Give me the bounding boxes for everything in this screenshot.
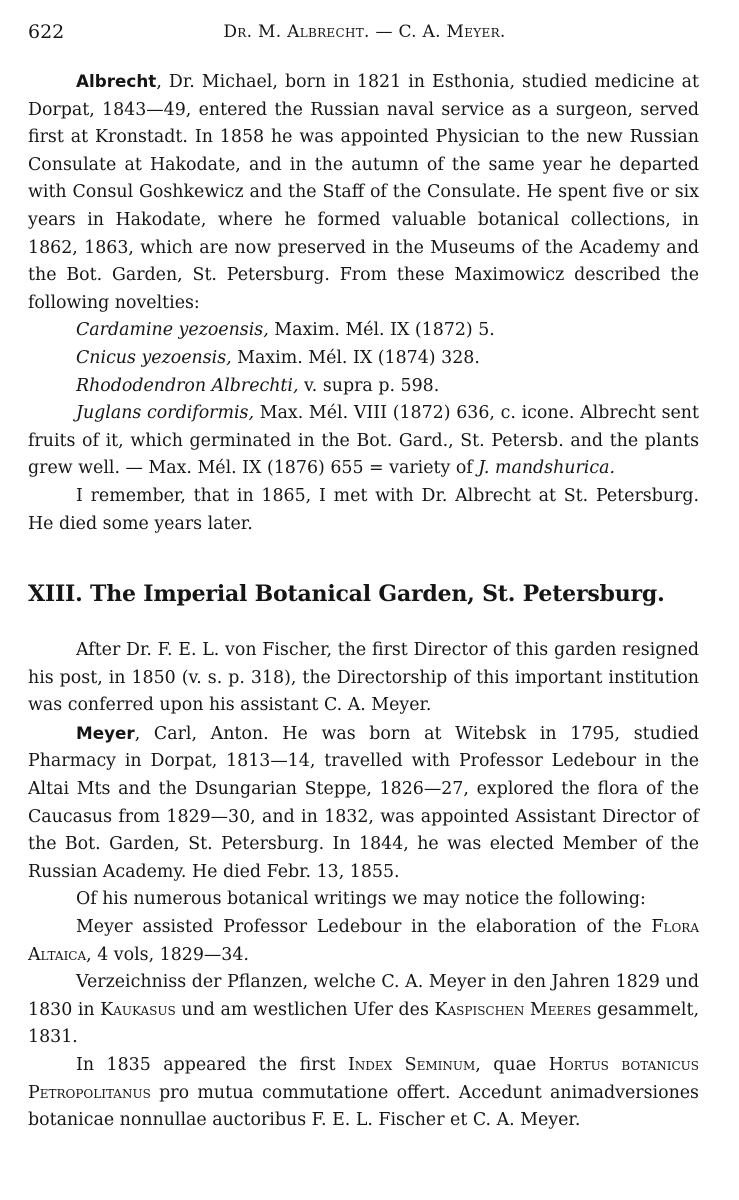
writings-intro: Of his numerous botanical writings we may notice the following: bbox=[76, 889, 646, 910]
section-title: XIII. The Imperial Botanical Garden, St. Petersburg. bbox=[28, 581, 665, 608]
section-intro: After Dr. F. E. L. von Fischer, the first Director of this garden resigned his post, in 1850 (v. s. p. 318), the Directorship of this important institution was conferred upon his assistant C. A. Meyer. bbox=[28, 640, 699, 716]
meyer-paragraph bbox=[28, 720, 699, 887]
writing-text: gesammelt, 1831. bbox=[28, 999, 699, 1048]
writing-verzeichniss bbox=[28, 969, 699, 1052]
page-number: 622 bbox=[28, 21, 65, 43]
juglans-taxon: Juglans cordiformis, bbox=[76, 403, 255, 424]
novelty-item bbox=[28, 373, 699, 401]
flora-altaica-title: Flora Altaica bbox=[28, 917, 699, 965]
writing-flora-altaica bbox=[28, 914, 699, 969]
writing-text: In 1835 appeared the first bbox=[76, 1055, 348, 1075]
meyer-bio: , Carl, Anton. He was born at Witebsk in 1795, studied Pharmacy in Dorpat, 1813—14, travelled with Professor Ledebour in the Altai Mts and the Dsungarian Steppe, 1826—27, explored the flora of the Caucasus from 1829—30, and in 1832, was appointed Assistant Director of the Bot. Garden, St. Petersburg. In 1844, he was elected Member of the Russian Academy. He died Febr. 13, 1855. bbox=[28, 723, 699, 882]
writing-text: und am westlichen Ufer des bbox=[175, 999, 435, 1020]
writing-text: Meyer assisted Professor Ledebour in the elaboration of the bbox=[76, 917, 652, 938]
albrecht-name: Albrecht bbox=[76, 71, 157, 91]
novelty-taxon: Cardamine yezoensis, bbox=[76, 320, 269, 341]
novelty-taxon: Cnicus yezoensis, bbox=[76, 347, 232, 368]
writing-text: , 4 vols, 1829—34. bbox=[86, 944, 249, 965]
novelty-item bbox=[28, 317, 699, 345]
meyer-name: Meyer bbox=[76, 722, 135, 743]
novelty-citation: Maxim. Mél. IX (1872) 5. bbox=[268, 320, 495, 341]
writing-text: Verzeichniss der Pflanzen, welche C. A. Meyer in den Jahren 1829 und 1830 in bbox=[28, 972, 699, 1020]
running-head: Dr. M. Albrecht. — C. A. Meyer. bbox=[223, 22, 506, 42]
juglans-text: Max. Mél. VIII (1872) 636, c. icone. Albrecht sent fruits of it, which germinated in the Bot. Gard., St. Petersb. and the plants grew well. — Max. Mél. IX (1876) 655 = variety of bbox=[28, 403, 699, 479]
novelty-citation: Maxim. Mél. IX (1874) 328. bbox=[231, 347, 480, 368]
remember-paragraph: I remember, that in 1865, I met with Dr. Albrecht at St. Petersburg. He died some years later. bbox=[28, 485, 699, 534]
hortus-botanicus-title: Hortus botanicus Petropolitanus bbox=[28, 1055, 700, 1103]
writing-text: , quae bbox=[475, 1055, 549, 1075]
kaukasus-title: Kaukasus bbox=[100, 999, 176, 1020]
writing-text: pro mutua commutatione offert. Accedunt animadversiones botanicae nonnullae auctoribus F. E. L. Fischer et C. A. Meyer. bbox=[28, 1082, 699, 1131]
novelty-citation: v. supra p. 598. bbox=[298, 375, 440, 396]
writing-index-seminum bbox=[28, 1052, 699, 1135]
page-body bbox=[28, 68, 699, 1135]
albrecht-intro: , Dr. Michael, born in 1821 in Esthonia, studied medicine at Dorpat, 1843—49, entered the Russian naval service as a surgeon, served first at Kronstadt. In 1858 he was appointed Physician to the new Russian Consulate at Hakodate, and in the autumn of the same year he departed with Consul Goshkewicz and the Staff of the Consulate. He spent five or six years in Hakodate, where he formed valuable botanical collections, in 1862, 1863, which are now preserved in the Museums of the Academy and the Bot. Garden, St. Petersburg. From these Maximowicz described the following novelties: bbox=[28, 72, 699, 313]
index-seminum-title: Index Seminum bbox=[347, 1055, 476, 1075]
novelty-item bbox=[28, 345, 699, 373]
juglans-variety: J. mandshurica. bbox=[478, 458, 615, 479]
albrecht-paragraph bbox=[28, 68, 699, 317]
novelty-taxon: Rhododendron Albrechti, bbox=[76, 375, 299, 396]
page-header bbox=[28, 18, 701, 46]
kaspischen-meeres-title: Kaspischen Meeres bbox=[434, 999, 592, 1020]
juglans-paragraph bbox=[28, 400, 699, 483]
